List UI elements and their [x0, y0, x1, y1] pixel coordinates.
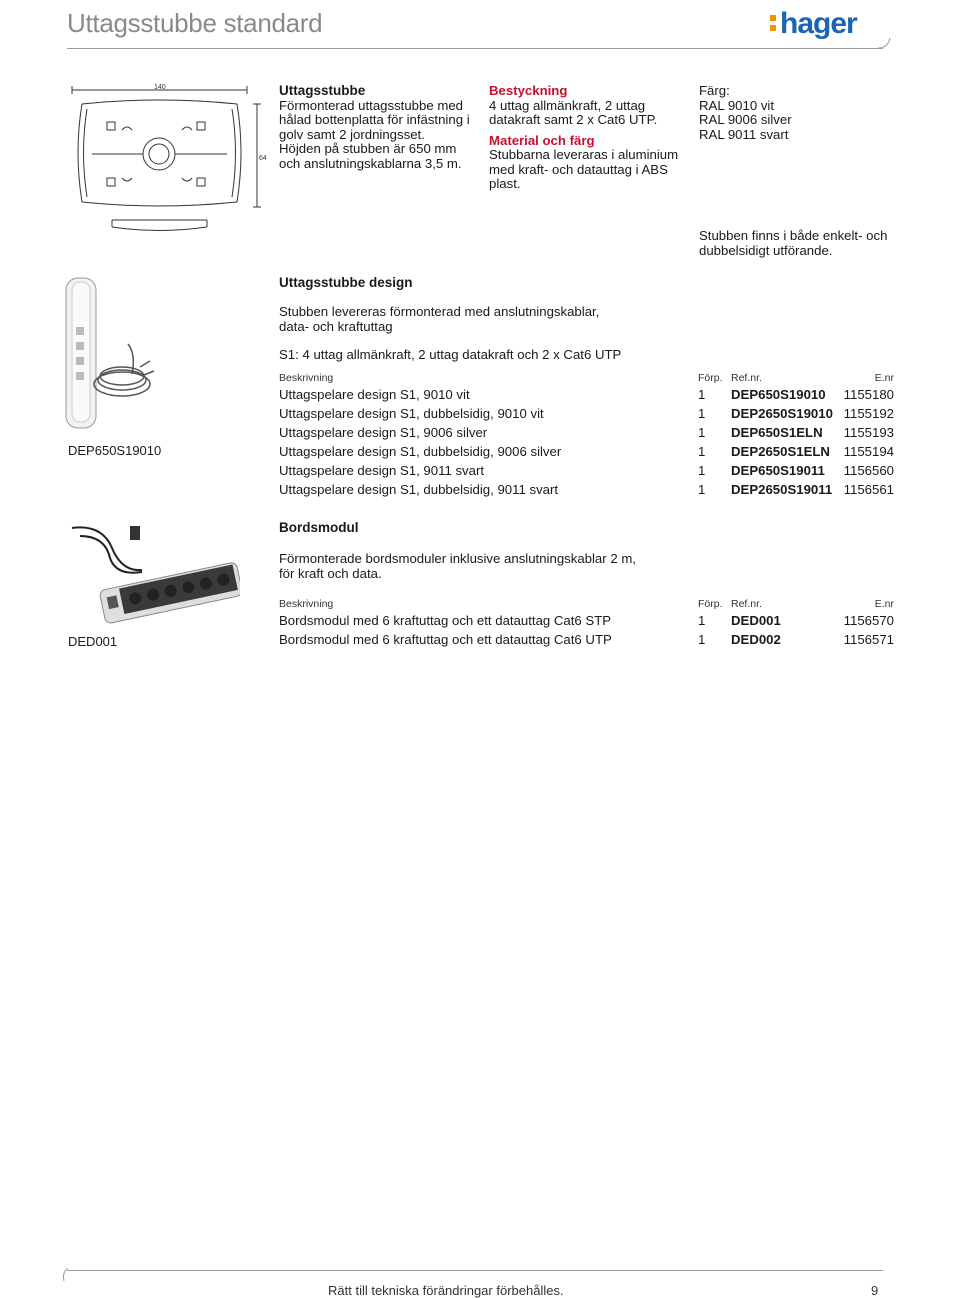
footer-divider — [67, 1270, 883, 1271]
intro-column-3 — [699, 84, 899, 142]
svg-text:hager: hager — [780, 7, 857, 40]
col-header-enr: E.nr — [874, 372, 894, 384]
section2-description — [279, 552, 779, 581]
hager-logo — [768, 6, 878, 40]
row-pack: 1 — [698, 463, 706, 478]
col-header-enr: E.nr — [874, 598, 894, 610]
row-pack: 1 — [698, 632, 706, 647]
row-enr: 1156561 — [843, 482, 894, 497]
table-row — [279, 425, 894, 444]
intro-line: golv samt 2 jordningsset. — [279, 126, 425, 142]
row-enr: 1156571 — [843, 632, 894, 647]
row-enr: 1156570 — [843, 613, 894, 628]
col-header-ref: Ref.nr. — [731, 598, 762, 610]
table-header-row — [279, 598, 894, 613]
table-module-image — [60, 518, 240, 628]
row-ref: DED002 — [731, 632, 781, 647]
row-ref: DEP650S19011 — [731, 463, 825, 478]
row-pack: 1 — [698, 613, 706, 628]
note-line: Stubben finns i både enkelt- och — [699, 228, 888, 243]
section2-product-table — [279, 598, 894, 651]
dim-height-label: 64 — [259, 155, 267, 162]
row-description: Uttagspelare design S1, dubbelsidig, 9010 vit — [279, 406, 544, 421]
row-pack: 1 — [698, 425, 706, 440]
intro-line: datakraft samt 2 x Cat6 UTP. — [489, 112, 658, 127]
row-enr: 1155180 — [843, 387, 894, 402]
col-header-description: Beskrivning — [279, 598, 334, 610]
row-ref: DEP650S1ELN — [731, 425, 823, 440]
intro-line: hålad bottenplatta för infästning i — [279, 112, 470, 127]
section1-image-label: DEP650S19010 — [68, 443, 162, 458]
intro-line: 4 uttag allmänkraft, 2 uttag — [489, 97, 646, 113]
col-header-pack: Förp. — [698, 598, 723, 610]
table-row — [279, 632, 894, 651]
variant-note — [699, 229, 919, 258]
intro-column-1 — [279, 84, 479, 171]
header-divider — [67, 48, 883, 49]
row-ref: DEP2650S19011 — [731, 482, 833, 497]
material-heading: Material och färg — [489, 132, 595, 148]
footer-disclaimer: Rätt till tekniska förändringar förbehålles. — [328, 1283, 564, 1298]
color-heading: Färg: — [699, 83, 730, 98]
intro-line: plast. — [489, 176, 521, 191]
section1-product-table — [279, 372, 894, 501]
desc-line: data- och kraftuttag — [279, 318, 393, 334]
row-description: Bordsmodul med 6 kraftuttag och ett datauttag Cat6 STP — [279, 613, 612, 628]
row-description: Uttagspelare design S1, dubbelsidig, 9011 svart — [279, 482, 559, 497]
profile-drawing — [62, 82, 272, 242]
desc-line: för kraft och data. — [279, 565, 382, 581]
row-ref: DEP2650S19010 — [731, 406, 833, 421]
intro-line: Förmonterad uttagsstubbe med — [279, 97, 463, 113]
section2-image-label: DED001 — [68, 634, 118, 649]
intro-line: Stubbarna leveraras i aluminium — [489, 147, 679, 162]
row-ref: DEP2650S1ELN — [731, 444, 830, 459]
col-header-description: Beskrivning — [279, 372, 334, 384]
color-line: RAL 9006 silver — [699, 112, 792, 127]
desc-line: Stubben levereras förmonterad med anslutningskablar, — [279, 304, 600, 319]
col-header-pack: Förp. — [698, 372, 723, 384]
section1-heading: Uttagsstubbe design — [279, 275, 413, 290]
table-row — [279, 387, 894, 406]
table-row — [279, 406, 894, 425]
desc-line: Förmonterade bordsmoduler inklusive anslutningskablar 2 m, — [279, 551, 636, 566]
row-pack: 1 — [698, 406, 706, 421]
row-enr: 1155194 — [843, 444, 894, 459]
table-row — [279, 444, 894, 463]
intro-line: Höjden på stubben är 650 mm — [279, 141, 457, 156]
row-ref: DEP650S19010 — [731, 387, 826, 402]
page-title: Uttagsstubbe standard — [67, 8, 323, 38]
intro-heading: Uttagsstubbe — [279, 83, 366, 98]
col-header-ref: Ref.nr. — [731, 372, 762, 384]
intro-column-2 — [489, 84, 689, 192]
dim-width-label: 140 — [154, 84, 166, 91]
page-number: 9 — [871, 1283, 879, 1298]
table-header-row — [279, 372, 894, 387]
row-pack: 1 — [698, 444, 706, 459]
color-line: RAL 9011 svart — [699, 126, 789, 142]
color-line: RAL 9010 vit — [699, 97, 775, 113]
section1-description — [279, 305, 779, 334]
row-pack: 1 — [698, 482, 706, 497]
row-pack: 1 — [698, 387, 706, 402]
row-description: Uttagspelare design S1, 9010 vit — [279, 387, 470, 402]
corner-curve — [878, 38, 892, 52]
section2-heading: Bordsmodul — [279, 520, 359, 535]
note-line: dubbelsidigt utförande. — [699, 242, 833, 258]
table-row — [279, 482, 894, 501]
row-description: Uttagspelare design S1, 9011 svart — [279, 463, 485, 478]
row-enr: 1155193 — [843, 425, 894, 440]
row-enr: 1155192 — [843, 406, 894, 421]
row-ref: DED001 — [731, 613, 781, 628]
socket-post-image — [60, 272, 170, 432]
intro-line: med kraft- och datauttag i ABS — [489, 161, 668, 177]
row-description: Bordsmodul med 6 kraftuttag och ett datauttag Cat6 UTP — [279, 632, 612, 647]
section1-spec: S1: 4 uttag allmänkraft, 2 uttag datakraft och 2 x Cat6 UTP — [279, 347, 622, 362]
row-description: Uttagspelare design S1, 9006 silver — [279, 425, 488, 440]
intro-line: och anslutningskablarna 3,5 m. — [279, 155, 462, 171]
row-description: Uttagspelare design S1, dubbelsidig, 9006 silver — [279, 444, 562, 459]
table-row — [279, 463, 894, 482]
table-row — [279, 613, 894, 632]
bestyckning-heading: Bestyckning — [489, 83, 568, 98]
row-enr: 1156560 — [843, 463, 894, 478]
